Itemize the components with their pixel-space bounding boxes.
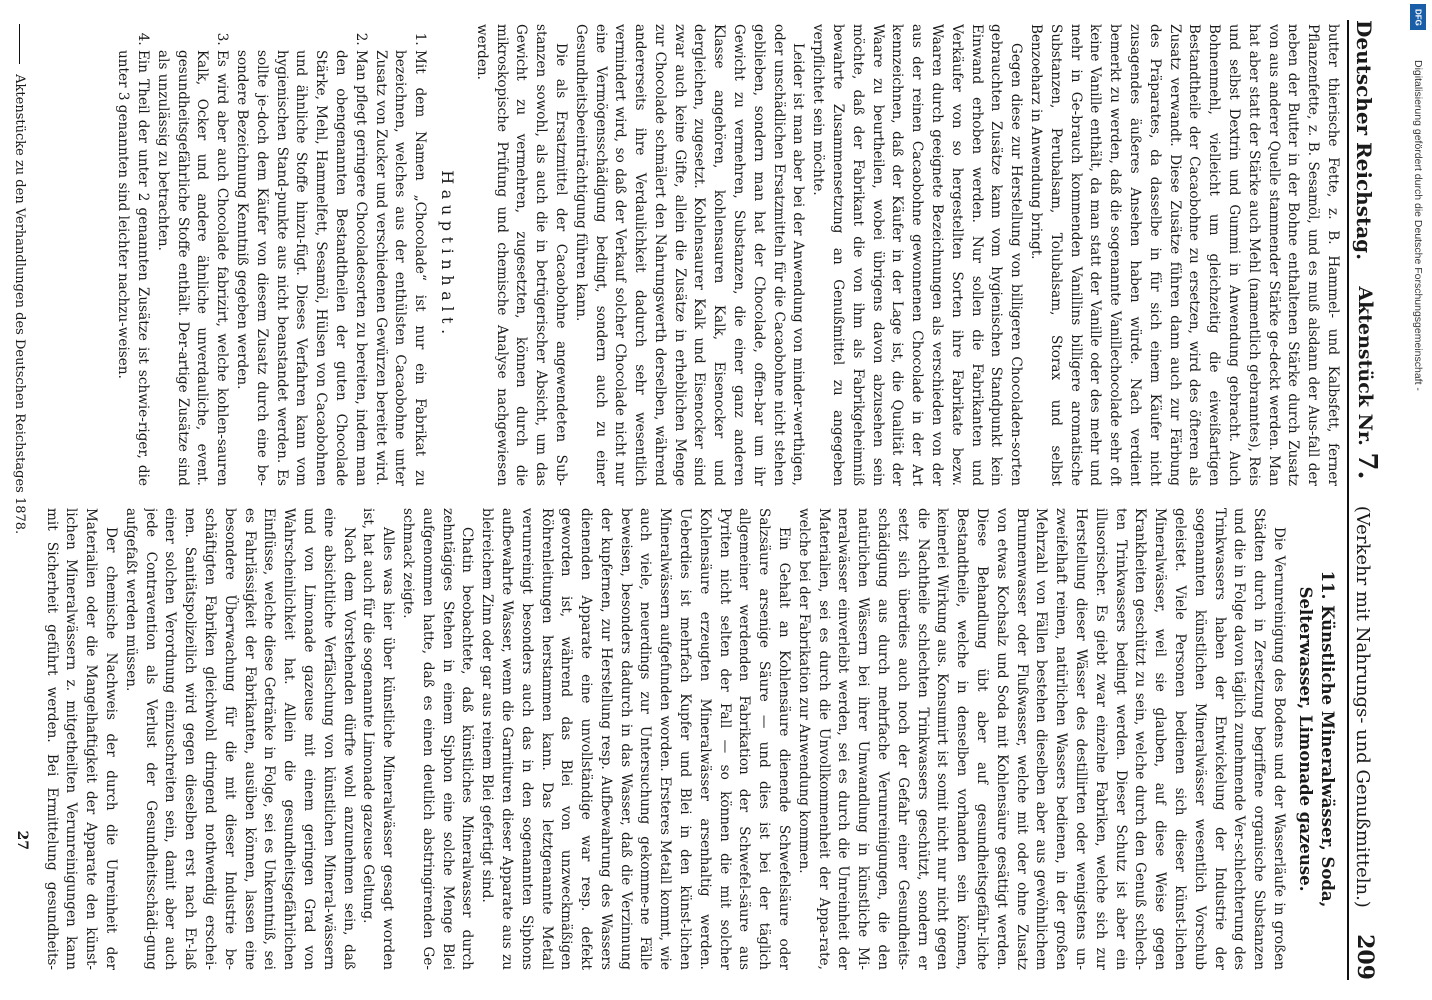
left-paragraph: Gegen diese zur Herstellung von billigeren Chocoladen-sorten gebrauchten Zusätze kann vom hygienischen Standpunkt kein Einwand erhoben werden. Nur sollen die Fabrikanten und Verkäufer von so hergestellten Sorten ihre Fabrikate bezw. Waaren durch geeignete Bezeichnungen als verschieden von der aus der reinen Cacaobohne gewonnenen Chocolade in der Art kennzeichnen, daß der Käufer in der Lage ist, die Qualität der Waare zu beurtheilen, wobei übrigens davon abzusehen sein möchte, daß der Fabrikant die von ihm als Fabrikgeheimniß bewahrte Zusammensetzung an Genußmittel zu angegeben verpflichtet sein möchte. [810,24,1025,486]
header-sheet-number: 7. [1352,452,1382,480]
right-paragraph: Ein Gehalt an Kohlensäure dienende Schwefelsäure oder Salzsäure arsenige Säure — und dies ist bei der täglich allgemeiner werdenden Fabrikation der Schwefel-säure aus Pyriten nicht selten der Fall — so können die mit solcher Kohlensäure erzeugten Mineralwässer arsenhaltig werden. Ueberdies ist mehrfach Kupfer und Blei in den künst-lichen Mineralwässern aufgefunden worden. Ersteres Metall kommt, wie auch viele, neuerdings zur Untersuchung gekomme-ne Fälle beweisen, besonders dadurch in das Wasser, daß die Verzinnung der kupfernen, zur Herstellung resp. Aufbewahrung des Wassers dienenden Apparate eine unvollständige war resp. defekt geworden ist, während das Blei von unzweckmäßigen Röhrenleitungen herstammen kann. Das letztgenannte Metall verunreinigt besonders auch das in den sogenannten Siphons aufbewahrte Wasser, wenn die Garnituren dieser Apparate aus zu bleireichem Zinn oder gar aus reinem Blei gefertigt sind. [479,508,793,970]
left-paragraph: Die als Ersatzmittel der Cacaobohne angewendeten Sub-stanzen sowohl, als auch die in betrügerischer Absicht, um das Gewicht zu vermehren, zugesetzten, können durch die mikroskopische Prüfung und chemische Analyse nachgewiesen werden. [473,24,569,486]
right-paragraph: Alles was hier über künstliche Mineralwässer gesagt worden ist, hat auch für die sogenannte Limonade gazeuse Geltung. [360,508,397,970]
summary-point: 4. Ein Theil der unter 2 genannten Zusätze ist schwie-riger, die unter 3 genannten sind leichter nachzu-weisen. [112,50,152,486]
summary-point: 2. Man pflegt geringere Chocoladesorten zu bereiten, indem man den obengenannten Bestandtheilen der guten Chocolade Stärke, Mehl, Hammelfett, Sesamöl, Hülsen von Cacaobohnen und ähnliche Stoffe hinzu-fügt. Dieses Verfahren kann vom hygienischen Stand-punkte aus nicht beanstandet werden. Es sollte je-doch dem Käufer von diesem Zusatz durch eine be-sondere Bezeichnung Kenntniß gegeben werden. [231,50,370,486]
right-paragraph: Die Verunreinigung des Bodens und der Wasserläufe in großen Städten durch in Zersetzung begriffene organische Substanzen und die in Folge davon täglich zunehmende Ver-schlechterung des Trinkwassers haben der Entwickelung der Industrie der sogenannten künstlichen Mineralwässer wesentlich Vorschub geleistet. Viele Personen bedienen sich dieser künst-lichen Mineralwässer, weil sie glauben, auf diese Weise gegen Krankheiten geschützt zu sein, welche durch den Genuß schlech-ten Trinkwassers bedingt werden. Dieser Schutz ist aber ein illusorischer. Es giebt zwar einzelne Fabriken, welche sich zur Herstellung dieser Wässer des destillirten oder wenigstens un-zweifelhaft reinen, natürlichen Wassers bedienen, in der großen Mehrzahl von Fällen bestehen dieselben aber aus gewöhnlichem Brunnenwasser oder Flußwasser, welche mit oder ohne Zusatz von etwas Kochsalz und Soda mit Kohlensäure gesättigt werden. Diese Behandlung übt aber auf gesundheitsgefähr-liche Bestandtheile, welche in denselben vorhanden sein können, keinerlei Wirkung aus. Konsumirt ist somit nicht nur nicht gegen die Nachtheile schlechten Trinkwassers geschützt, sondern er setzt sich überdies auch noch der Gefahr einer Gesundheits-schädigung aus durch mehrfache Verunreinigungen, die den natürlichen Wässern bei ihrer Umwandlung in künstliche Mi-neralwässer einverleibt werden, sei es durch die Unreinheit der Materialien, sei es durch die Unvollkommenheit der Appa-rate, welche bei der Fabrikation zur Anwendung kommen. [795,508,1287,970]
page-number: 209 [1352,934,1378,980]
footnote-text: Aktenstücke zu den Verhandlungen des Deutschen Reichstages 1878. [12,74,27,535]
header-subject: (Verkehr mit Nahrungs- und Genußmitteln.) [1352,505,1373,908]
sheet-signature: 27 [14,830,30,850]
summary-point: 1. Mit dem Namen „Chocolade“ ist nur ein Fabrikat zu bezeichnen, welches aus der enthülsten Cacaobohne unter Zusatz von Zucker und verschiedenen Gewürzen bereitet wird. [370,50,429,486]
dfg-credit-label: Digitalisierung gefördert durch die Deutsche Forschungsgemeinschaft - [1412,60,1424,391]
dfg-credit-text [1404,0,1432,1000]
right-paragraph: Nach dem Vorstehenden dürfte wohl anzunehmen sein, daß eine absichtliche Verfälschung von künstlichen Mineral-wässern und von Limonade gazeuse mit einem geringen Grad von Wahrscheinlichkeit hat. Allein die gesundheitsgefährlichen Einflüsse, welche diese Getränke in Folge, sei es Unkenntniß, sei es Fahrlässigkeit der Fabrikanten, ausüben können, lassen eine besondere Überwachung für die mit dieser Industrie be-schäftigten Fabriken gleichwohl dringend nothwendig erschei-nen. Sanitätspolizeilich wird gegen dieselben erst nach Er-laß einer solchen Verordnung einzuschreiten sein, damit aber auch jede Contravention als Verlust der Gesundheitsschädi-gung aufgefaßt werden müssen. [122,508,357,970]
dfg-credit-strip [1404,0,1432,1000]
summary-point: 3. Es wird aber auch Chocolade fabrizirt, welche kohlen-sauren Kalk, Ocker und andere ähnliche unverdauliche, event. gesundheitsgefährliche Stoffe enthält. Der-artige Zusätze sind als unzulässig zu betrachten. [152,50,231,486]
left-paragraph: Leider ist man aber bei der Anwendung von minder-werthigen, oder unschädlichen Ersatzmitteln für die Cacaobohne nicht stehen geblieben, sondern man hat der Chocolade, offen-bar um ihr Gewicht zu vermehren, Substanzen, die einer ganz anderen Klasse angehören, kohlensauren Kalk, Eisenocker und dergleichen, zugesetzt. Kohlensaurer Kalk und Eisenocker sind zwar auch keine Gifte, allein die Zusätze in erheblichen Menge zur Chocolade schmälert den Nahrungswerth derselben, während andererseits ihre Verdaulichkeit dadurch sehr wesentlich vermindert wird, so daß der Verkauf solcher Chocolade nicht nur eine Vermögensschädigung bedingt, sondern auch zu einer Gesundheitsbeeinträchtigung führen kann. [572,24,807,486]
dfg-logo-icon: DFG [1410,4,1426,30]
section-heading: 11. Künstliche Mineralwässer, Soda, Selterwasser, Limonade gazeuse. [1296,570,1337,908]
header-sheet-label: Aktenstück Nr. [1354,286,1376,446]
summary-heading: Hauptinhalt. [437,170,457,340]
header-title: Deutscher Reichstag. [1352,20,1376,261]
left-column [40,24,1342,486]
right-column [40,508,1342,970]
page-header [1347,20,1386,980]
footnote-rule [19,24,20,64]
summary-list [112,24,429,486]
footnote [12,24,27,534]
right-paragraph: Chatin beobachtete, daß künstliches Mineralwasser durch zehntägiges Stehen in einem Siphon eine solche Menge Blei aufgenommen hatte, daß es einen deutlich abstringirenden Ge-schmack zeigte. [399,508,476,970]
header-sheet [1352,286,1382,479]
right-paragraph: Der chemische Nachweis der durch die Unreinheit der Materialien oder die Mangelhaftigkeit der Apparate den künst-lichen Mineralwässern z. mitgetheilten Verunreinigungen kann mit Sicherheit geführt werden. Bei Ermittelung gesundheits- [43,508,119,970]
left-paragraph: butter thierische Fette, z. B. Hammel- und Kalbsfett, ferner Pflanzenfette, z. B. Sesamöl, und es muß alsdann der Aus-fall der neben der Butter in der Bohne enthaltenen Stärke durch Zusatz von aus anderer Quelle stammender Stärke ge-deckt werden. Man hat aber statt der Stärke auch Mehl (namentlich gebranntes), Reis und selbst Dextrin und Gummi in Anwendung gebracht. Auch Bohnenmehl, vielleicht um gleichzeitig die eiweißartigen Bestandtheile der Cacaobohne zu ersetzen, wird des öfteren als Zusatz verwandt. Diese Zusätze führen dann auch zur Färbung des Präparates, da dasselbe in für sich einem Käufer nicht zusagendes äußeres Ansehen haben würde. Nach verdient bemerkt zu werden, daß die sogenannte Vanillechocolade sehr oft keine Vanille enthält, da man statt der Vanille oder des mehr und mehr in Ge-brauch kommenden Vanillins billigere aromatische Substanzen, Perubalsam, Tolubalsam, Storax und selbst Benzoeharz in Anwendung bringt. [1028,24,1341,486]
